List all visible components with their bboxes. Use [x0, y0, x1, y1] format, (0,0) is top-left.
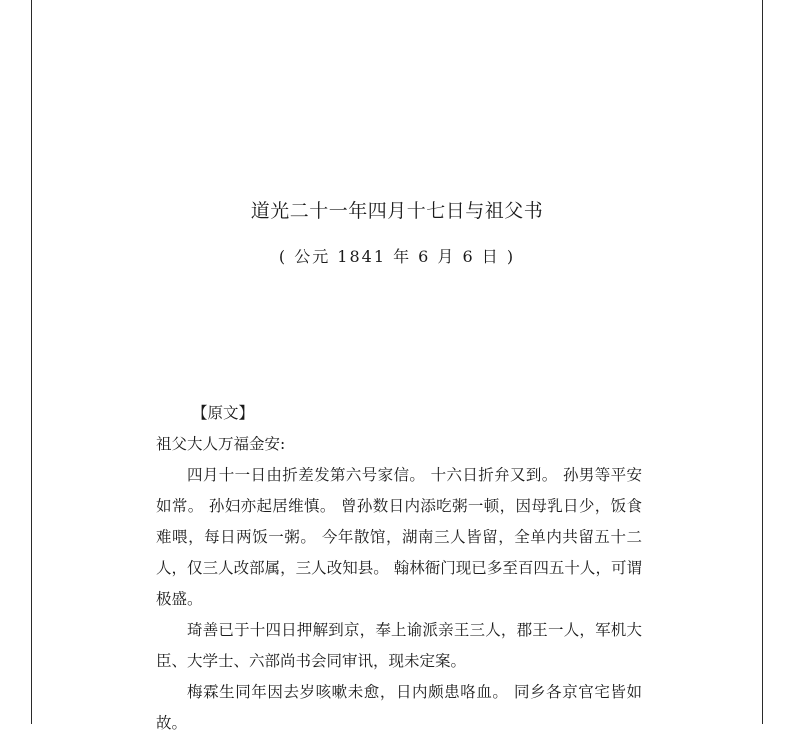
paragraph: 四月十一日由折差发第六号家信。 十六日折弁又到。 孙男等平安如常。 孙妇亦起居维慎。 曾孙数日内添吃粥一顿，因母乳日少，饭食难喂，每日两饭一粥。 今年散馆，湖南三人皆留，全单内共留五十二人，仅三人改部属，三人改知县。 翰林衙门现已多至百四五十人，可谓极盛。 — [156, 466, 642, 608]
letter-title: 道光二十一年四月十七日与祖父书 — [250, 200, 544, 222]
salutation: 祖父大人万福金安: — [156, 435, 286, 453]
section-label-original-text: 【原文】 — [192, 404, 255, 422]
letter-body — [156, 398, 642, 739]
paragraph: 梅霖生同年因去岁咳嗽未愈，日内颇患咯血。 同乡各京官宅皆如故。 — [156, 683, 642, 732]
document-page — [31, 0, 763, 732]
paragraph: 琦善已于十四日押解到京，奉上谕派亲王三人，郡王一人，军机大臣、大学士、六部尚书会同审讯，现未定案。 — [156, 621, 642, 670]
letter-date: ( 公元 1841 年 6 月 6 日 ) — [278, 247, 516, 266]
